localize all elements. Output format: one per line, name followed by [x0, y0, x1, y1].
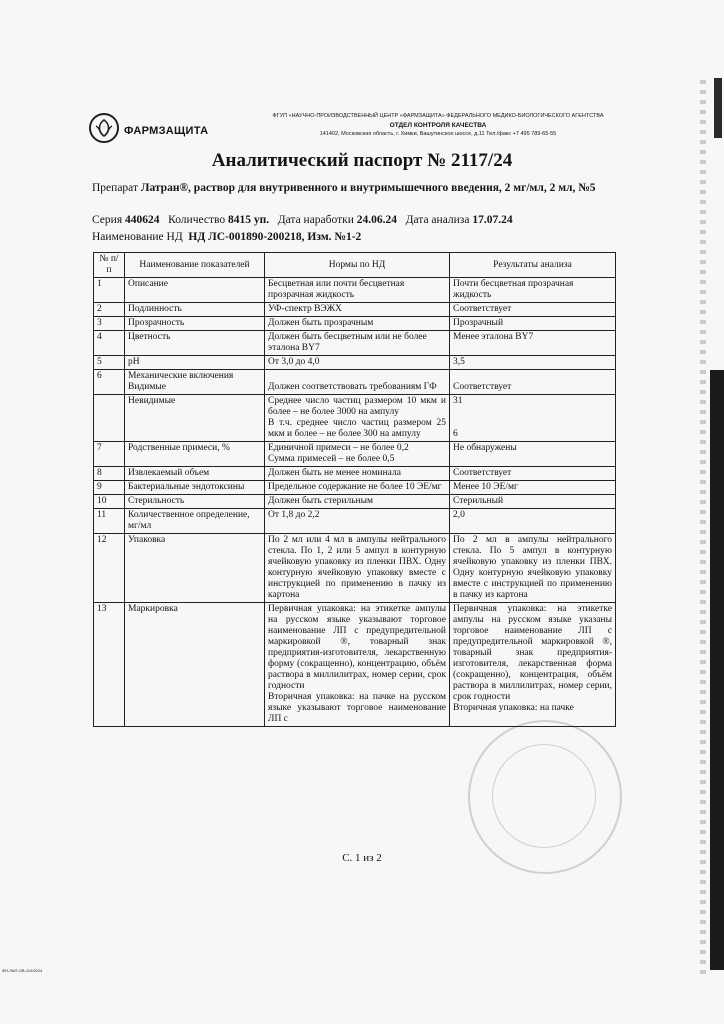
header-norms: Нормы по НД: [265, 253, 450, 278]
row-norm: От 3,0 до 4,0: [265, 356, 450, 370]
row-norm-text: Первичная упаковка: на этикетке ампулы на русском языке указывают торговое наименование ЛП с предупредительной маркировкой ®, товарный знак предприятия-изготовителя, лекарственную форму (сокращенно), концентрацию, объём раствора в миллилитрах, номер серии, срок годности: [268, 604, 446, 691]
row-norm-text-2: Вторичная упаковка: на пачке на русском языке указывают торговое наименование ЛП с: [268, 692, 446, 724]
row-number: 2: [94, 303, 125, 317]
row-norm: [265, 370, 450, 395]
row-result: [450, 370, 616, 395]
preparation-line: [92, 181, 692, 196]
row-number: 3: [94, 317, 125, 331]
row-indicator: Подлинность: [125, 303, 265, 317]
row-norm: [265, 442, 450, 467]
row-result: Соответствует: [450, 467, 616, 481]
row-norm: Должен быть прозрачным: [265, 317, 450, 331]
row-norm-text: Должен соответствовать требованиям ГФ: [268, 382, 437, 392]
table-row: [94, 303, 616, 317]
company-logo: [88, 108, 228, 148]
row-norm: Предельное содержание не более 10 ЭЕ/мг: [265, 481, 450, 495]
batch-line: [92, 213, 692, 228]
stamp-inner-ring: [492, 744, 596, 848]
analysis-table: [93, 252, 616, 727]
nd-line: [92, 230, 692, 245]
row-result-text-2: 6: [453, 429, 458, 439]
row-result: 2,0: [450, 509, 616, 534]
row-result: [450, 603, 616, 727]
row-norm: Должен быть бесцветным или не более эталона BY7: [265, 331, 450, 356]
row-result: Соответствует: [450, 303, 616, 317]
row-norm-text-2: Сумма примесей – не более 0,5: [268, 454, 395, 464]
row-result: Стерильный: [450, 495, 616, 509]
row-norm: Бесцветная или почти бесцветная прозрачная жидкость: [265, 278, 450, 303]
row-indicator-sub: Видимые: [128, 382, 166, 392]
row-result: Почти бесцветная прозрачная жидкость: [450, 278, 616, 303]
row-result: Не обнаружены: [450, 442, 616, 467]
row-result-text: Первичная упаковка: на этикетке ампулы на русском языке указаны торговое наименование ЛП с предупредительной маркировкой ®, товарный знак предприятия-изготовителя, лекарственная форма (сокращенно), концентрация, объём раствора в миллилитрах, номер серии, срок годности: [453, 604, 612, 702]
batch-label: Серия: [92, 214, 123, 226]
row-number: 13: [94, 603, 125, 727]
row-indicator: Родственные примеси, %: [125, 442, 265, 467]
row-indicator: Упаковка: [125, 534, 265, 603]
row-norm-text: Среднее число частиц размером 10 мкм и более – не более 3000 на ампулу: [268, 396, 446, 417]
analysis-date-value: 17.07.24: [472, 214, 513, 226]
scan-artifact: [710, 370, 724, 970]
row-number: 6: [94, 370, 125, 395]
row-indicator-group: Механические включения: [128, 371, 234, 381]
table-row: [94, 534, 616, 603]
preparation-value: Латран®, раствор для внутривенного и внутримышечного введения, 2 мг/мл, 2 мл, №5: [140, 182, 596, 194]
table-row: [94, 370, 616, 395]
table-row: [94, 509, 616, 534]
row-number: 1: [94, 278, 125, 303]
row-indicator: Цветность: [125, 331, 265, 356]
row-result-text-2: Вторичная упаковка: на пачке: [453, 703, 574, 713]
row-number: 10: [94, 495, 125, 509]
row-indicator: [125, 370, 265, 395]
row-result-text: Соответствует: [453, 382, 512, 392]
table-header-row: [94, 253, 616, 278]
row-number: 11: [94, 509, 125, 534]
row-number: [94, 395, 125, 442]
row-result: Менее эталона BY7: [450, 331, 616, 356]
row-result: 3,5: [450, 356, 616, 370]
row-norm: Должен быть не менее номинала: [265, 467, 450, 481]
row-indicator: Описание: [125, 278, 265, 303]
header-results: Результаты анализа: [450, 253, 616, 278]
row-result: Менее 10 ЭЕ/мг: [450, 481, 616, 495]
table-row: [94, 356, 616, 370]
row-result: [450, 395, 616, 442]
row-indicator: Прозрачность: [125, 317, 265, 331]
table-row: [94, 395, 616, 442]
nd-label: Наименование НД: [92, 231, 183, 243]
analysis-date-label: Дата анализа: [405, 214, 470, 226]
table-row: [94, 278, 616, 303]
row-indicator: Бактериальные эндотоксины: [125, 481, 265, 495]
row-norm: [265, 603, 450, 727]
preparation-label: Препарат: [92, 182, 138, 194]
department-name: ОТДЕЛ КОНТРОЛЯ КАЧЕСТВА: [389, 122, 487, 129]
row-number: 9: [94, 481, 125, 495]
organization-name: ФГУП «НАУЧНО-ПРОИЗВОДСТВЕННЫЙ ЦЕНТР «ФАРМЗАЩИТА» ФЕДЕРАЛЬНОГО МЕДИКО-БИОЛОГИЧЕСКОГО АГЕНТСТВА: [272, 113, 604, 119]
nd-value: НД ЛС-001890-200218, Изм. №1-2: [188, 231, 362, 243]
table-row: [94, 481, 616, 495]
row-result: Прозрачный: [450, 317, 616, 331]
production-date-value: 24.06.24: [356, 214, 398, 226]
row-norm: [265, 395, 450, 442]
table-row: [94, 467, 616, 481]
table-row: [94, 495, 616, 509]
table-row: [94, 603, 616, 727]
row-result: По 2 мл в ампулы нейтрального стекла. По 5 ампул в контурную ячейковую упаковку из пленки ПВХ. Одну контурную ячейковую упаковку вместе с инструкцией по применению в пачку из картона: [450, 534, 616, 603]
production-date-label: Дата наработки: [277, 214, 354, 226]
quantity-value: 8415 уп.: [227, 214, 270, 226]
table-row: [94, 317, 616, 331]
row-norm: По 2 мл или 4 мл в ампулы нейтрального стекла. По 1, 2 или 5 ампул в контурную ячейковую упаковку из пленки ПВХ. Одну контурную ячейковую упаковку вместе с инструкцией по применению в пачку из картона: [265, 534, 450, 603]
batch-value: 440624: [124, 214, 160, 226]
row-norm: УФ-спектр ВЭЖХ: [265, 303, 450, 317]
row-number: 7: [94, 442, 125, 467]
row-indicator: Маркировка: [125, 603, 265, 727]
row-indicator: Стерильность: [125, 495, 265, 509]
row-number: 12: [94, 534, 125, 603]
row-indicator: pH: [125, 356, 265, 370]
row-number: 5: [94, 356, 125, 370]
table-row: [94, 442, 616, 467]
logo-text: ФАРМЗАЩИТА: [124, 125, 209, 137]
row-number: 8: [94, 467, 125, 481]
header-number: № п/п: [94, 253, 125, 278]
letterhead: [88, 108, 648, 148]
page-number: С. 1 из 2: [342, 852, 382, 864]
row-norm-text: Единичной примеси – не более 0,2: [268, 443, 409, 453]
row-result-text: 31: [453, 396, 463, 406]
row-norm: От 1,8 до 2,2: [265, 509, 450, 534]
organization-block: [228, 112, 648, 139]
row-number: 4: [94, 331, 125, 356]
row-indicator: Невидимые: [125, 395, 265, 442]
row-indicator: Количественное определение, мг/мл: [125, 509, 265, 534]
document-title: Аналитический паспорт № 2117/24: [211, 150, 513, 171]
row-indicator: Извлекаемый объем: [125, 467, 265, 481]
row-norm-text-2: В т.ч. среднее число частиц размером 25 мкм и более – не более 300 на ампулу: [268, 418, 446, 439]
leaf-logo-icon: [88, 112, 122, 144]
scan-artifact: [700, 80, 706, 980]
organization-address: 141402, Московская область, г. Химки, Вашутинское шоссе, д.11 Тел./факс +7 495 789-65-55: [319, 131, 557, 137]
footer-mark: ФН-ЛАП-ОВ-110/2024: [2, 968, 43, 973]
table-row: [94, 331, 616, 356]
quality-stamp: [468, 720, 622, 874]
header-indicator: Наименование показателей: [125, 253, 265, 278]
quantity-label: Количество: [168, 214, 226, 226]
row-norm: Должен быть стерильным: [265, 495, 450, 509]
scan-artifact: [714, 78, 722, 138]
